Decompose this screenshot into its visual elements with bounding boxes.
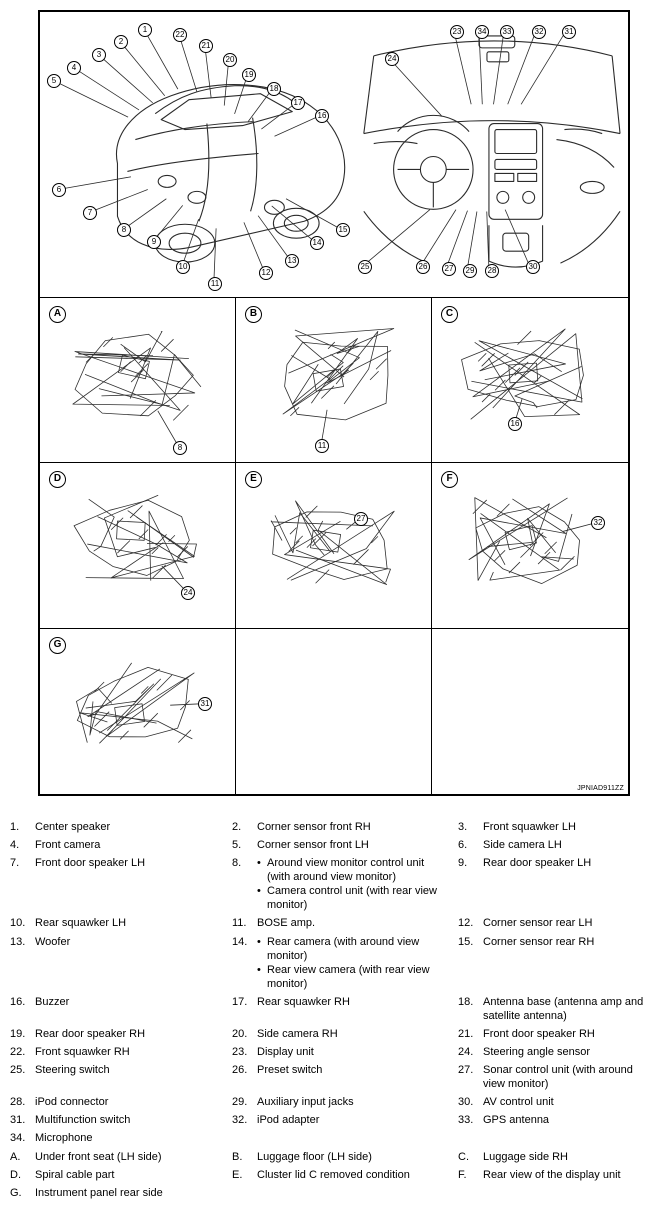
legend-item-number: 8. bbox=[232, 857, 242, 870]
legend-item-27 bbox=[458, 1063, 656, 1091]
legend-item-number: 14. bbox=[232, 935, 248, 948]
leader-line bbox=[275, 116, 321, 137]
legend-item-text: Cluster lid C removed condition bbox=[257, 1168, 410, 1181]
legend-row bbox=[10, 1186, 656, 1200]
leader-line bbox=[179, 35, 197, 92]
overview-illustration bbox=[40, 12, 628, 297]
legend-item-empty bbox=[458, 1186, 656, 1200]
legend-row bbox=[10, 1063, 656, 1091]
callout-5: 5 bbox=[47, 74, 61, 88]
legend-item-4 bbox=[10, 838, 232, 852]
legend-item-text: Under front seat (LH side) bbox=[35, 1150, 162, 1163]
legend-item-text: Front door speaker RH bbox=[483, 1028, 595, 1041]
legend-item-number: 27. bbox=[458, 1064, 474, 1077]
panel-sketch bbox=[462, 329, 584, 419]
legend-item-text: AV control unit bbox=[483, 1096, 554, 1109]
callout-27: 27 bbox=[354, 512, 368, 526]
callout-10: 10 bbox=[176, 260, 190, 274]
callout-3: 3 bbox=[92, 48, 106, 62]
leader-line bbox=[258, 216, 290, 260]
legend-item-empty bbox=[232, 1131, 458, 1145]
legend-item-number: 23. bbox=[232, 1046, 248, 1059]
legend-item-number: 33. bbox=[458, 1114, 474, 1127]
legend-row bbox=[10, 1131, 656, 1145]
legend-item-7 bbox=[10, 856, 232, 912]
legend-item-12 bbox=[458, 916, 656, 930]
callout-20: 20 bbox=[223, 53, 237, 67]
legend-row bbox=[10, 856, 656, 912]
legend-item-14 bbox=[232, 935, 458, 991]
legend-item-number: 12. bbox=[458, 917, 474, 930]
legend-item-30 bbox=[458, 1095, 656, 1109]
panel-b bbox=[236, 298, 432, 463]
panel-letter-g: G bbox=[49, 637, 66, 654]
legend-item-number: F. bbox=[458, 1168, 467, 1181]
callout-15: 15 bbox=[336, 223, 350, 237]
legend-item-16 bbox=[10, 995, 232, 1023]
legend-row bbox=[10, 935, 656, 991]
callout-34: 34 bbox=[475, 25, 489, 39]
legend-item-number: 11. bbox=[232, 917, 247, 930]
legend-item-9 bbox=[458, 856, 656, 912]
legend-item-number: D. bbox=[10, 1168, 21, 1181]
legend-row bbox=[10, 1095, 656, 1109]
legend-item-2 bbox=[232, 820, 458, 834]
legend-item-number: 29. bbox=[232, 1096, 248, 1109]
leader-line bbox=[90, 189, 148, 212]
figure-code: JPNIAD911ZZ bbox=[577, 785, 624, 792]
legend-item-8 bbox=[232, 856, 458, 912]
callout-11: 11 bbox=[208, 277, 222, 291]
callout-22: 22 bbox=[173, 28, 187, 42]
callout-8: 8 bbox=[173, 441, 187, 455]
callout-30: 30 bbox=[526, 260, 540, 274]
panel-a bbox=[40, 298, 236, 463]
callout-27: 27 bbox=[442, 262, 456, 276]
callout-11: 11 bbox=[315, 439, 329, 453]
figure-border bbox=[38, 10, 630, 796]
legend-item-23 bbox=[232, 1045, 458, 1059]
panel-empty-2 bbox=[432, 629, 628, 794]
legend-item-text: Rear door speaker LH bbox=[483, 857, 592, 870]
callout-2: 2 bbox=[114, 35, 128, 49]
legend-item-number: 1. bbox=[10, 821, 20, 833]
panel-letter-c: C bbox=[441, 306, 458, 323]
legend-item-number: 20. bbox=[232, 1028, 248, 1041]
legend-item-number: 13. bbox=[10, 935, 26, 948]
panel-g-art bbox=[40, 629, 235, 794]
legend-bullet-line bbox=[257, 856, 448, 884]
legend-item-text: Buzzer bbox=[35, 995, 70, 1008]
bullet-marker: • bbox=[257, 963, 261, 976]
panel-f bbox=[432, 463, 628, 628]
legend-item-number: 22. bbox=[10, 1046, 26, 1059]
legend-item-c bbox=[458, 1150, 656, 1164]
legend-item-text: Corner sensor front LH bbox=[257, 839, 369, 852]
legend-item-25 bbox=[10, 1063, 232, 1091]
overview-section bbox=[40, 12, 628, 298]
legend-item-text: GPS antenna bbox=[483, 1114, 550, 1127]
callout-4: 4 bbox=[67, 61, 81, 75]
legend-item-number: 7. bbox=[10, 857, 20, 870]
legend-item-31 bbox=[10, 1113, 232, 1127]
legend-item-number: 32. bbox=[232, 1114, 248, 1127]
legend-item-number: E. bbox=[232, 1168, 243, 1181]
legend-item-19 bbox=[10, 1027, 232, 1041]
callout-18: 18 bbox=[267, 82, 281, 96]
legend-item-text: Auxiliary input jacks bbox=[257, 1096, 354, 1109]
legend-item-number: B. bbox=[232, 1150, 243, 1163]
legend-item-text bbox=[257, 856, 448, 912]
callout-28: 28 bbox=[485, 264, 499, 278]
legend-item-number: A. bbox=[10, 1150, 21, 1163]
legend-item-28 bbox=[10, 1095, 232, 1109]
legend-item-g bbox=[10, 1186, 232, 1200]
legend-item-text: Antenna base (antenna amp and satellite antenna) bbox=[483, 995, 644, 1022]
legend-item-number: 9. bbox=[458, 857, 468, 870]
legend-item-34 bbox=[10, 1131, 232, 1145]
leader-line bbox=[120, 42, 164, 96]
leader-line bbox=[390, 59, 442, 117]
legend-item-f bbox=[458, 1168, 656, 1182]
leader-line bbox=[74, 68, 139, 110]
legend-item-text: Display unit bbox=[257, 1046, 314, 1059]
legend-item-text: Woofer bbox=[35, 935, 71, 948]
panel-d-art bbox=[40, 463, 235, 627]
callout-8: 8 bbox=[117, 223, 131, 237]
legend-item-10 bbox=[10, 916, 232, 930]
callout-21: 21 bbox=[199, 39, 213, 53]
bullet-text: Camera control unit (with rear view monitor) bbox=[267, 885, 437, 912]
legend-item-text: BOSE amp. bbox=[257, 917, 316, 930]
callout-32: 32 bbox=[532, 25, 546, 39]
legend-item-text: Microphone bbox=[35, 1132, 93, 1145]
bullet-marker: • bbox=[257, 885, 261, 898]
legend-item-24 bbox=[458, 1045, 656, 1059]
callout-26: 26 bbox=[416, 260, 430, 274]
legend-item-13 bbox=[10, 935, 232, 991]
legend-item-29 bbox=[232, 1095, 458, 1109]
panel-c-art bbox=[432, 298, 628, 462]
callout-17: 17 bbox=[291, 96, 305, 110]
legend-item-text: Rear door speaker RH bbox=[35, 1028, 146, 1041]
legend-row bbox=[10, 995, 656, 1023]
leader-line bbox=[446, 211, 467, 268]
leader-line bbox=[363, 210, 430, 267]
detail-panel-grid bbox=[40, 298, 628, 794]
legend-item-18 bbox=[458, 995, 656, 1023]
legend-row bbox=[10, 1150, 656, 1164]
legend-row bbox=[10, 916, 656, 930]
legend-item-number: 17. bbox=[232, 995, 248, 1008]
legend-item-text: Steering switch bbox=[35, 1064, 110, 1077]
callout-29: 29 bbox=[463, 264, 477, 278]
legend-item-number: C. bbox=[458, 1150, 469, 1163]
bullet-text: Rear view camera (with rear view monitor) bbox=[267, 963, 430, 990]
panel-sketch bbox=[283, 328, 394, 419]
legend-row bbox=[10, 820, 656, 834]
legend-item-text: Preset switch bbox=[257, 1064, 323, 1077]
callout-16: 16 bbox=[508, 417, 522, 431]
legend-item-1 bbox=[10, 820, 232, 834]
callout-14: 14 bbox=[310, 236, 324, 250]
panel-letter-a: A bbox=[49, 306, 66, 323]
callout-31: 31 bbox=[198, 697, 212, 711]
legend-item-number: 3. bbox=[458, 821, 468, 833]
legend-item-number: 19. bbox=[10, 1028, 26, 1041]
legend-item-text: Side camera LH bbox=[483, 839, 562, 852]
callout-7: 7 bbox=[83, 206, 97, 220]
leader-line bbox=[59, 177, 131, 190]
callout-23: 23 bbox=[450, 25, 464, 39]
legend-item-number: 16. bbox=[10, 995, 26, 1008]
leader-line bbox=[244, 222, 265, 272]
leader-line bbox=[54, 81, 128, 117]
legend-item-text bbox=[257, 935, 448, 991]
legend-item-20 bbox=[232, 1027, 458, 1041]
legend-item-empty bbox=[458, 1131, 656, 1145]
panel-sketch bbox=[76, 663, 194, 743]
legend-item-text: Corner sensor rear LH bbox=[483, 917, 593, 930]
legend-item-number: 26. bbox=[232, 1064, 248, 1077]
legend-item-text: Multifunction switch bbox=[35, 1114, 131, 1127]
callout-9: 9 bbox=[147, 235, 161, 249]
callout-1: 1 bbox=[138, 23, 152, 37]
legend-item-number: 5. bbox=[232, 839, 242, 852]
callout-25: 25 bbox=[358, 260, 372, 274]
legend-item-number: 34. bbox=[10, 1132, 26, 1145]
legend-item-number: 10. bbox=[10, 917, 26, 930]
legend-item-d bbox=[10, 1168, 232, 1182]
leader-line bbox=[123, 199, 166, 229]
callout-16: 16 bbox=[315, 109, 329, 123]
legend-item-text: Corner sensor front RH bbox=[257, 821, 371, 833]
legend-item-text: Front squawker LH bbox=[483, 821, 576, 833]
legend-item-text: Sonar control unit (with around view monitor) bbox=[483, 1064, 633, 1091]
legend-item-number: 28. bbox=[10, 1096, 26, 1109]
leader-line bbox=[182, 219, 199, 266]
legend-item-empty bbox=[232, 1186, 458, 1200]
leader-line bbox=[454, 32, 471, 104]
bullet-marker: • bbox=[257, 935, 261, 948]
panel-letter-e: E bbox=[245, 471, 262, 488]
callout-13: 13 bbox=[285, 254, 299, 268]
legend-item-text: Rear squawker RH bbox=[257, 995, 350, 1008]
legend-item-17 bbox=[232, 995, 458, 1023]
legend-row bbox=[10, 1045, 656, 1059]
leader-line bbox=[144, 30, 178, 89]
panel-f-art bbox=[432, 463, 628, 627]
legend-item-5 bbox=[232, 838, 458, 852]
legend-item-26 bbox=[232, 1063, 458, 1091]
panel-empty-1 bbox=[236, 629, 432, 794]
legend-item-21 bbox=[458, 1027, 656, 1041]
panel-letter-d: D bbox=[49, 471, 66, 488]
legend-row bbox=[10, 838, 656, 852]
legend-item-32 bbox=[232, 1113, 458, 1127]
leader-line bbox=[479, 32, 482, 104]
panel-sketch bbox=[74, 496, 196, 581]
legend-row bbox=[10, 1113, 656, 1127]
legend-bullet-line bbox=[257, 884, 448, 912]
legend-item-text: Front camera bbox=[35, 839, 101, 852]
leader-line bbox=[214, 228, 216, 283]
legend-item-number: 18. bbox=[458, 995, 474, 1008]
legend-item-text: Spiral cable part bbox=[35, 1168, 115, 1181]
legend-item-e bbox=[232, 1168, 458, 1182]
legend-item-3 bbox=[458, 820, 656, 834]
panel-b-art bbox=[236, 298, 431, 462]
panel-g bbox=[40, 629, 236, 794]
leader-line bbox=[505, 210, 530, 267]
legend-item-22 bbox=[10, 1045, 232, 1059]
leader-line bbox=[420, 210, 456, 267]
legend-item-text: Steering angle sensor bbox=[483, 1046, 591, 1059]
bullet-text: Around view monitor control unit (with around view monitor) bbox=[267, 857, 425, 884]
panel-sketch bbox=[469, 498, 580, 584]
legend-item-number: 4. bbox=[10, 839, 20, 852]
legend-item-15 bbox=[458, 935, 656, 991]
leader-line bbox=[521, 32, 565, 104]
legend-row bbox=[10, 1168, 656, 1182]
panel-letter-f: F bbox=[441, 471, 458, 488]
legend-item-number: 30. bbox=[458, 1096, 474, 1109]
legend-item-11 bbox=[232, 916, 458, 930]
bullet-text: Rear camera (with around view monitor) bbox=[267, 935, 420, 962]
legend-item-number: 2. bbox=[232, 821, 242, 833]
panel-letter-b: B bbox=[245, 306, 262, 323]
legend-item-number: 15. bbox=[458, 935, 474, 948]
panel-e bbox=[236, 463, 432, 628]
panel-sketch bbox=[73, 331, 201, 420]
leader-line bbox=[494, 32, 504, 104]
legend-item-text: Luggage side RH bbox=[483, 1150, 569, 1163]
callout-33: 33 bbox=[500, 25, 514, 39]
callout-32: 32 bbox=[591, 516, 605, 530]
panel-sketch bbox=[271, 501, 394, 585]
panel-e-art bbox=[236, 463, 431, 627]
callout-31: 31 bbox=[562, 25, 576, 39]
legend-item-number: 31. bbox=[10, 1114, 26, 1127]
legend-item-33 bbox=[458, 1113, 656, 1127]
callout-24: 24 bbox=[385, 52, 399, 66]
callout-6: 6 bbox=[52, 183, 66, 197]
panel-c bbox=[432, 298, 628, 463]
legend-bullet-line bbox=[257, 963, 448, 991]
legend-item-text: Luggage floor (LH side) bbox=[257, 1150, 372, 1163]
legend-item-number: G. bbox=[10, 1186, 22, 1199]
legend-item-number: 21. bbox=[458, 1028, 474, 1041]
legend-item-text: Rear squawker LH bbox=[35, 917, 127, 930]
legend-item-text: Front door speaker LH bbox=[35, 857, 146, 870]
legend-item-6 bbox=[458, 838, 656, 852]
legend-bullet-line bbox=[257, 935, 448, 963]
callout-19: 19 bbox=[242, 68, 256, 82]
bullet-marker: • bbox=[257, 857, 261, 870]
callout-12: 12 bbox=[259, 266, 273, 280]
leader-line bbox=[99, 55, 153, 103]
legend-item-text: Side camera RH bbox=[257, 1028, 338, 1041]
legend-item-text: Rear view of the display unit bbox=[483, 1168, 621, 1181]
legend-item-b bbox=[232, 1150, 458, 1164]
legend-row bbox=[10, 1027, 656, 1041]
leader-line bbox=[508, 32, 536, 104]
legend-item-number: 25. bbox=[10, 1064, 26, 1077]
callout-24: 24 bbox=[181, 586, 195, 600]
legend-item-text: Front squawker RH bbox=[35, 1046, 130, 1059]
leader-line bbox=[261, 103, 296, 129]
legend-item-text: Instrument panel rear side bbox=[35, 1186, 163, 1199]
legend bbox=[10, 820, 656, 1204]
legend-item-text: Center speaker bbox=[35, 821, 111, 833]
legend-item-text: iPod adapter bbox=[257, 1114, 320, 1127]
panel-d bbox=[40, 463, 236, 628]
legend-item-text: iPod connector bbox=[35, 1096, 109, 1109]
legend-item-text: Corner sensor rear RH bbox=[483, 935, 595, 948]
legend-item-number: 24. bbox=[458, 1046, 474, 1059]
legend-item-a bbox=[10, 1150, 232, 1164]
legend-item-number: 6. bbox=[458, 839, 468, 852]
leader-line bbox=[467, 212, 477, 271]
panel-a-art bbox=[40, 298, 235, 462]
